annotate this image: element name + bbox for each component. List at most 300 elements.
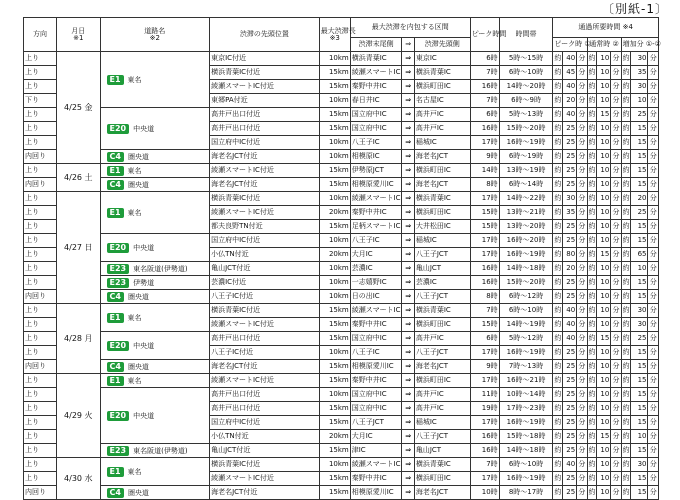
header-time-band: 時間帯 [499, 18, 553, 52]
minute-unit: 分 [611, 234, 621, 248]
normal-minutes: 10 [596, 444, 610, 458]
table-row [24, 108, 659, 122]
approx-label: 約 [621, 220, 630, 234]
table-row [24, 164, 659, 178]
section-head-cell: 高井戸IC [414, 122, 470, 136]
peak-time-cell: 17時 [470, 234, 499, 248]
minute-unit: 分 [611, 318, 621, 332]
max-length-cell: 10km [319, 290, 350, 304]
section-tail-cell: 綾瀬スマートIC [350, 66, 402, 80]
section-head-cell: 横浜町田IC [414, 80, 470, 94]
road-name: 東名 [127, 166, 142, 175]
head-location-cell: 亀山JCT付近 [210, 444, 320, 458]
section-tail-cell: 横浜青葉IC [350, 52, 402, 66]
head-location-cell: 横浜青葉IC付近 [210, 192, 320, 206]
peak-minutes: 25 [562, 444, 576, 458]
max-length-cell: 10km [319, 262, 350, 276]
approx-label: 約 [553, 234, 562, 248]
time-band-cell: 8時～17時 [499, 486, 553, 500]
increase-minutes: 15 [630, 234, 648, 248]
approx-label: 約 [553, 178, 562, 192]
section-arrow: ⇒ [402, 360, 414, 374]
road-code-badge: E20 [107, 341, 130, 351]
road-name: 東名 [127, 313, 142, 322]
increase-minutes: 65 [630, 248, 648, 262]
section-head-cell: 八王子JCT [414, 248, 470, 262]
time-band-cell: 6時～12時 [499, 290, 553, 304]
minute-unit: 分 [648, 388, 659, 402]
normal-minutes: 10 [596, 94, 610, 108]
road-name: 東名 [127, 75, 142, 84]
minute-unit: 分 [648, 150, 659, 164]
head-location-cell: 亀山JCT付近 [210, 262, 320, 276]
minute-unit: 分 [577, 108, 587, 122]
section-arrow: ⇒ [402, 416, 414, 430]
section-arrow: ⇒ [402, 178, 414, 192]
peak-time-cell: 6時 [470, 108, 499, 122]
minute-unit: 分 [611, 150, 621, 164]
section-head-cell: 稲城IC [414, 234, 470, 248]
approx-label: 約 [587, 150, 596, 164]
approx-label: 約 [587, 80, 596, 94]
minute-unit: 分 [577, 388, 587, 402]
section-head-cell: 八王子JCT [414, 430, 470, 444]
direction-cell: 上り [24, 346, 57, 360]
road-name: 圏央道 [127, 180, 149, 189]
time-band-cell: 16時～19時 [499, 248, 553, 262]
normal-minutes: 10 [596, 402, 610, 416]
approx-label: 約 [553, 136, 562, 150]
section-head-cell: 横浜町田IC [414, 206, 470, 220]
normal-minutes: 10 [596, 206, 610, 220]
approx-label: 約 [553, 388, 562, 402]
section-head-cell: 亀山JCT [414, 262, 470, 276]
approx-label: 約 [587, 458, 596, 472]
minute-unit: 分 [611, 94, 621, 108]
direction-cell: 内回り [24, 150, 57, 164]
section-head-cell: 八王子JCT [414, 346, 470, 360]
minute-unit: 分 [648, 178, 659, 192]
header-travel-group: 通過所要時間 ※4 [553, 18, 659, 38]
section-tail-cell: 秦野中井IC [350, 80, 402, 94]
minute-unit: 分 [648, 122, 659, 136]
road-code-badge: E23 [107, 264, 130, 274]
peak-minutes: 40 [562, 318, 576, 332]
minute-unit: 分 [577, 458, 587, 472]
peak-minutes: 40 [562, 332, 576, 346]
minute-unit: 分 [648, 458, 659, 472]
approx-label: 約 [621, 52, 630, 66]
approx-label: 約 [553, 66, 562, 80]
section-arrow: ⇒ [402, 122, 414, 136]
peak-minutes: 25 [562, 276, 576, 290]
minute-unit: 分 [648, 318, 659, 332]
approx-label: 約 [621, 304, 630, 318]
max-length-cell: 20km [319, 206, 350, 220]
max-length-cell: 15km [319, 444, 350, 458]
approx-label: 約 [553, 150, 562, 164]
approx-label: 約 [587, 402, 596, 416]
road-code-badge: E23 [107, 278, 130, 288]
peak-minutes: 30 [562, 192, 576, 206]
peak-time-cell: 17時 [470, 136, 499, 150]
peak-minutes: 25 [562, 178, 576, 192]
max-length-cell: 10km [319, 234, 350, 248]
peak-minutes: 25 [562, 220, 576, 234]
direction-cell: 上り [24, 80, 57, 94]
normal-minutes: 10 [596, 220, 610, 234]
direction-cell: 上り [24, 388, 57, 402]
peak-minutes: 20 [562, 94, 576, 108]
road-code-badge: C4 [107, 362, 124, 372]
section-tail-cell: 八王子JCT [350, 416, 402, 430]
minute-unit: 分 [577, 220, 587, 234]
head-location-cell: 横浜青葉IC付近 [210, 304, 320, 318]
increase-minutes: 15 [630, 276, 648, 290]
time-band-cell: 14時～18時 [499, 444, 553, 458]
minute-unit: 分 [577, 178, 587, 192]
approx-label: 約 [553, 80, 562, 94]
approx-label: 約 [587, 122, 596, 136]
approx-label: 約 [553, 444, 562, 458]
head-location-cell: 綾瀬スマートIC付近 [210, 206, 320, 220]
peak-time-cell: 14時 [470, 164, 499, 178]
peak-minutes: 25 [562, 290, 576, 304]
head-location-cell: 高井戸出口付近 [210, 332, 320, 346]
minute-unit: 分 [577, 304, 587, 318]
peak-minutes: 25 [562, 430, 576, 444]
head-location-cell: 海老名JCT付近 [210, 486, 320, 500]
direction-cell: 上り [24, 234, 57, 248]
minute-unit: 分 [577, 360, 587, 374]
section-head-cell: 横浜町田IC [414, 164, 470, 178]
header-normal-col: 通常時 ② [587, 38, 621, 52]
approx-label: 約 [621, 66, 630, 80]
peak-minutes: 25 [562, 122, 576, 136]
max-length-cell: 15km [319, 108, 350, 122]
approx-label: 約 [553, 52, 562, 66]
approx-label: 約 [621, 458, 630, 472]
peak-time-cell: 16時 [470, 262, 499, 276]
direction-cell: 上り [24, 332, 57, 346]
minute-unit: 分 [648, 164, 659, 178]
time-band-cell: 14時～20時 [499, 80, 553, 94]
section-arrow: ⇒ [402, 332, 414, 346]
approx-label: 約 [587, 220, 596, 234]
approx-label: 約 [553, 374, 562, 388]
direction-cell: 上り [24, 122, 57, 136]
section-tail-cell: 国立府中IC [350, 108, 402, 122]
approx-label: 約 [587, 66, 596, 80]
time-band-cell: 5時～12時 [499, 332, 553, 346]
sheet-label: 〔別紙-1〕 [602, 2, 668, 16]
time-band-cell: 7時～13時 [499, 360, 553, 374]
approx-label: 約 [553, 220, 562, 234]
direction-cell: 上り [24, 374, 57, 388]
section-arrow: ⇒ [402, 374, 414, 388]
section-head-cell: 海老名JCT [414, 360, 470, 374]
road-code-badge: C4 [107, 180, 124, 190]
approx-label: 約 [621, 248, 630, 262]
minute-unit: 分 [648, 374, 659, 388]
peak-minutes: 25 [562, 472, 576, 486]
max-length-cell: 15km [319, 80, 350, 94]
approx-label: 約 [621, 108, 630, 122]
road-cell [100, 52, 210, 108]
minute-unit: 分 [577, 192, 587, 206]
section-head-cell: 横浜青葉IC [414, 458, 470, 472]
approx-label: 約 [553, 332, 562, 346]
peak-time-cell: 15時 [470, 220, 499, 234]
minute-unit: 分 [611, 472, 621, 486]
time-band-cell: 14時～22時 [499, 192, 553, 206]
road-name: 圏央道 [127, 292, 149, 301]
head-location-cell: 高井戸出口付近 [210, 388, 320, 402]
road-name: 東名 [127, 467, 142, 476]
increase-minutes: 20 [630, 192, 648, 206]
normal-minutes: 10 [596, 66, 610, 80]
approx-label: 約 [587, 444, 596, 458]
header-section-arrow: ⇒ [402, 38, 414, 52]
normal-minutes: 10 [596, 234, 610, 248]
minute-unit: 分 [648, 234, 659, 248]
time-band-cell: 16時～19時 [499, 472, 553, 486]
head-location-cell: 綾瀬スマートIC付近 [210, 472, 320, 486]
peak-time-cell: 7時 [470, 304, 499, 318]
minute-unit: 分 [611, 192, 621, 206]
approx-label: 約 [553, 276, 562, 290]
head-location-cell: 高井戸出口付近 [210, 402, 320, 416]
approx-label: 約 [621, 486, 630, 500]
direction-cell: 内回り [24, 360, 57, 374]
max-length-cell: 10km [319, 388, 350, 402]
increase-minutes: 15 [630, 360, 648, 374]
section-tail-cell: 国立府中IC [350, 332, 402, 346]
normal-minutes: 10 [596, 164, 610, 178]
section-arrow: ⇒ [402, 318, 414, 332]
road-name: 伊勢道 [133, 278, 155, 287]
header-max-length: 最大渋滞長 ※3 [319, 18, 350, 52]
increase-minutes: 10 [630, 430, 648, 444]
approx-label: 約 [621, 276, 630, 290]
peak-time-cell: 16時 [470, 430, 499, 444]
max-length-cell: 15km [319, 66, 350, 80]
minute-unit: 分 [577, 150, 587, 164]
section-arrow: ⇒ [402, 80, 414, 94]
road-cell [100, 108, 210, 150]
direction-cell: 内回り [24, 178, 57, 192]
section-head-cell: 高井戸IC [414, 332, 470, 346]
direction-cell: 上り [24, 276, 57, 290]
road-code-badge: E23 [107, 446, 130, 456]
minute-unit: 分 [648, 136, 659, 150]
approx-label: 約 [587, 94, 596, 108]
minute-unit: 分 [648, 220, 659, 234]
time-band-cell: 15時～20時 [499, 122, 553, 136]
peak-time-cell: 15時 [470, 318, 499, 332]
section-arrow: ⇒ [402, 164, 414, 178]
max-length-cell: 15km [319, 486, 350, 500]
normal-minutes: 10 [596, 80, 610, 94]
table-row [24, 234, 659, 248]
approx-label: 約 [553, 164, 562, 178]
section-tail-cell: 綾瀬スマートIC [350, 458, 402, 472]
increase-minutes: 15 [630, 136, 648, 150]
header-increase-col: 増加分 ①-② [621, 38, 658, 52]
road-code-badge: E20 [107, 411, 130, 421]
approx-label: 約 [587, 52, 596, 66]
road-cell [100, 192, 210, 234]
road-name: 圏央道 [127, 152, 149, 161]
minute-unit: 分 [611, 388, 621, 402]
minute-unit: 分 [648, 80, 659, 94]
normal-minutes: 10 [596, 178, 610, 192]
normal-minutes: 10 [596, 472, 610, 486]
road-code-badge: E1 [107, 376, 124, 386]
minute-unit: 分 [611, 262, 621, 276]
section-tail-cell: 大月IC [350, 248, 402, 262]
head-location-cell: 東郷PA付近 [210, 94, 320, 108]
head-location-cell: 国立府中IC付近 [210, 234, 320, 248]
section-arrow: ⇒ [402, 346, 414, 360]
road-code-badge: E20 [107, 124, 130, 134]
increase-minutes: 15 [630, 220, 648, 234]
section-arrow: ⇒ [402, 136, 414, 150]
peak-time-cell: 17時 [470, 472, 499, 486]
approx-label: 約 [587, 178, 596, 192]
minute-unit: 分 [648, 486, 659, 500]
road-code-badge: E1 [107, 467, 124, 477]
peak-time-cell: 17時 [470, 374, 499, 388]
direction-cell: 上り [24, 402, 57, 416]
minute-unit: 分 [611, 220, 621, 234]
direction-cell: 上り [24, 262, 57, 276]
minute-unit: 分 [577, 206, 587, 220]
section-tail-cell: 津IC [350, 444, 402, 458]
approx-label: 約 [621, 136, 630, 150]
date-cell: 4/25 金 [57, 52, 100, 164]
section-arrow: ⇒ [402, 52, 414, 66]
section-arrow: ⇒ [402, 192, 414, 206]
minute-unit: 分 [611, 136, 621, 150]
direction-cell: 上り [24, 192, 57, 206]
header-road: 道路名 ※2 [100, 18, 210, 52]
minute-unit: 分 [611, 444, 621, 458]
direction-cell: 上り [24, 248, 57, 262]
normal-minutes: 10 [596, 122, 610, 136]
approx-label: 約 [553, 472, 562, 486]
approx-label: 約 [587, 248, 596, 262]
road-cell [100, 360, 210, 374]
peak-minutes: 40 [562, 458, 576, 472]
time-band-cell: 6時～19時 [499, 150, 553, 164]
section-head-cell: 大井松田IC [414, 220, 470, 234]
header-peak-time: ピーク時間 [470, 18, 499, 52]
approx-label: 約 [587, 388, 596, 402]
approx-label: 約 [553, 318, 562, 332]
minute-unit: 分 [577, 248, 587, 262]
minute-unit: 分 [577, 52, 587, 66]
peak-minutes: 25 [562, 234, 576, 248]
road-name: 中央道 [133, 124, 155, 133]
head-location-cell: 小仏TN付近 [210, 430, 320, 444]
direction-cell: 上り [24, 416, 57, 430]
head-location-cell: 綾瀬スマートIC付近 [210, 80, 320, 94]
section-arrow: ⇒ [402, 290, 414, 304]
minute-unit: 分 [577, 346, 587, 360]
road-code-badge: E1 [107, 208, 124, 218]
peak-minutes: 40 [562, 80, 576, 94]
increase-minutes: 15 [630, 472, 648, 486]
peak-minutes: 40 [562, 52, 576, 66]
road-name: 東名阪道(伊勢道) [133, 264, 188, 273]
head-location-cell: 八王子IC付近 [210, 290, 320, 304]
peak-time-cell: 11時 [470, 388, 499, 402]
peak-time-cell: 6時 [470, 332, 499, 346]
time-band-cell: 16時～19時 [499, 346, 553, 360]
max-length-cell: 15km [319, 304, 350, 318]
direction-cell: 上り [24, 444, 57, 458]
peak-minutes: 25 [562, 346, 576, 360]
max-length-cell: 15km [319, 164, 350, 178]
minute-unit: 分 [577, 472, 587, 486]
section-head-cell: 稲城IC [414, 136, 470, 150]
peak-minutes: 25 [562, 416, 576, 430]
section-tail-cell: 八王子IC [350, 136, 402, 150]
road-code-badge: E1 [107, 75, 124, 85]
peak-minutes: 25 [562, 374, 576, 388]
section-arrow: ⇒ [402, 388, 414, 402]
increase-minutes: 15 [630, 290, 648, 304]
head-location-cell: 都夫良野TN付近 [210, 220, 320, 234]
approx-label: 約 [621, 234, 630, 248]
time-band-cell: 17時～23時 [499, 402, 553, 416]
section-tail-cell: 綾瀬スマートIC [350, 192, 402, 206]
max-length-cell: 10km [319, 192, 350, 206]
section-arrow: ⇒ [402, 472, 414, 486]
normal-minutes: 15 [596, 108, 610, 122]
table-row [24, 178, 659, 192]
table-row [24, 332, 659, 346]
minute-unit: 分 [611, 290, 621, 304]
approx-label: 約 [621, 80, 630, 94]
increase-minutes: 15 [630, 150, 648, 164]
head-location-cell: 小仏TN付近 [210, 248, 320, 262]
head-location-cell: 横浜青葉IC付近 [210, 458, 320, 472]
section-head-cell: 高井戸IC [414, 388, 470, 402]
direction-cell: 上り [24, 136, 57, 150]
minute-unit: 分 [577, 276, 587, 290]
direction-cell: 下り [24, 94, 57, 108]
normal-minutes: 10 [596, 388, 610, 402]
peak-time-cell: 9時 [470, 360, 499, 374]
increase-minutes: 15 [630, 164, 648, 178]
head-location-cell: 綾瀬スマートIC付近 [210, 318, 320, 332]
increase-minutes: 30 [630, 318, 648, 332]
minute-unit: 分 [577, 318, 587, 332]
approx-label: 約 [553, 304, 562, 318]
minute-unit: 分 [648, 66, 659, 80]
minute-unit: 分 [648, 402, 659, 416]
approx-label: 約 [587, 430, 596, 444]
increase-minutes: 15 [630, 374, 648, 388]
minute-unit: 分 [648, 262, 659, 276]
peak-minutes: 25 [562, 164, 576, 178]
approx-label: 約 [621, 430, 630, 444]
minute-unit: 分 [648, 444, 659, 458]
peak-time-cell: 19時 [470, 402, 499, 416]
header-head-location: 渋滞の先頭位置 [210, 18, 320, 52]
